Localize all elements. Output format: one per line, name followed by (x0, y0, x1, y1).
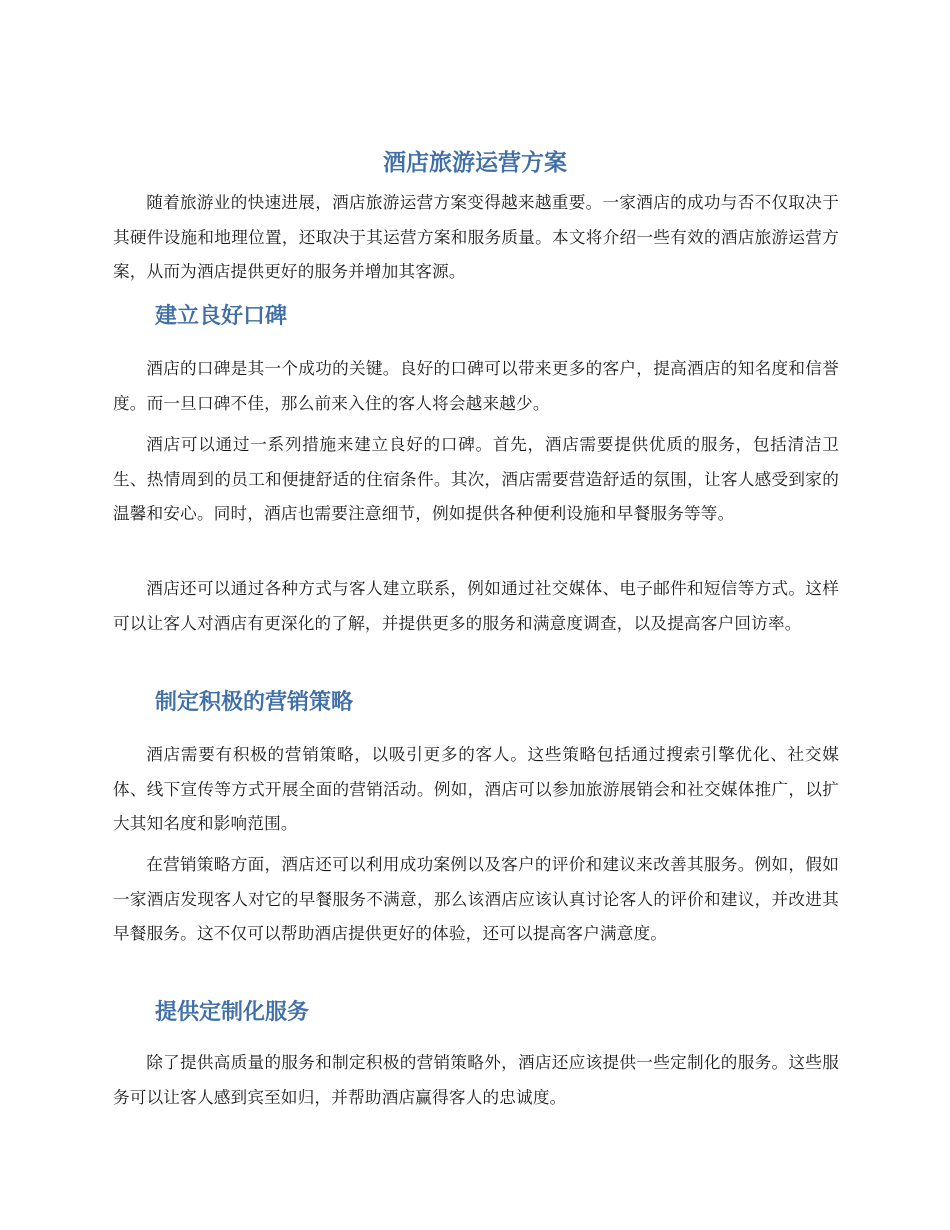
paragraph-customization-1: 除了提供高质量的服务和制定积极的营销策略外，酒店还应该提供一些定制化的服务。这些服务可以让客人感到宾至如归，并帮助酒店赢得客人的忠诚度。 (113, 1053, 839, 1107)
paragraph-reputation-3: 酒店还可以通过各种方式与客人建立联系，例如通过社交媒体、电子邮件和短信等方式。这样可以让客人对酒店有更深化的了解，并提供更多的服务和满意度调查，以及提高客户回访率。 (113, 579, 839, 633)
paragraph-reputation-1: 酒店的口碑是其一个成功的关键。良好的口碑可以带来更多的客户，提高酒店的知名度和信誉度。而一旦口碑不佳，那么前来入住的客人将会越来越少。 (113, 359, 839, 413)
paragraph-reputation-2: 酒店可以通过一系列措施来建立良好的口碑。首先，酒店需要提供优质的服务，包括清洁卫生、热情周到的员工和便捷舒适的住宿条件。其次，酒店需要营造舒适的氛围，让客人感受到家的温馨和安心。同时，酒店也需要注意细节，例如提供各种便利设施和早餐服务等等。 (113, 435, 839, 523)
intro-paragraph: 随着旅游业的快速进展，酒店旅游运营方案变得越来越重要。一家酒店的成功与否不仅取决于其硬件设施和地理位置，还取决于其运营方案和服务质量。本文将介绍一些有效的酒店旅游运营方案，从而为酒店提供更好的服务并增加其客源。 (113, 193, 839, 281)
document-title: 酒店旅游运营方案 (383, 150, 567, 176)
section-heading-marketing: 制定积极的营销策略 (155, 690, 354, 715)
paragraph-marketing-2: 在营销策略方面，酒店还可以利用成功案例以及客户的评价和建议来改善其服务。例如，假如一家酒店发现客人对它的早餐服务不满意，那么该酒店应该认真讨论客人的评价和建议，并改进其早餐服务。这不仅可以帮助酒店提供更好的体验，还可以提高客户满意度。 (113, 855, 839, 943)
paragraph-marketing-1: 酒店需要有积极的营销策略，以吸引更多的客人。这些策略包括通过搜索引擎优化、社交媒体、线下宣传等方式开展全面的营销活动。例如，酒店可以参加旅游展销会和社交媒体推广，以扩大其知名度和影响范围。 (113, 745, 839, 833)
section-heading-reputation: 建立良好口碑 (155, 304, 288, 329)
section-heading-customization: 提供定制化服务 (155, 1000, 310, 1025)
